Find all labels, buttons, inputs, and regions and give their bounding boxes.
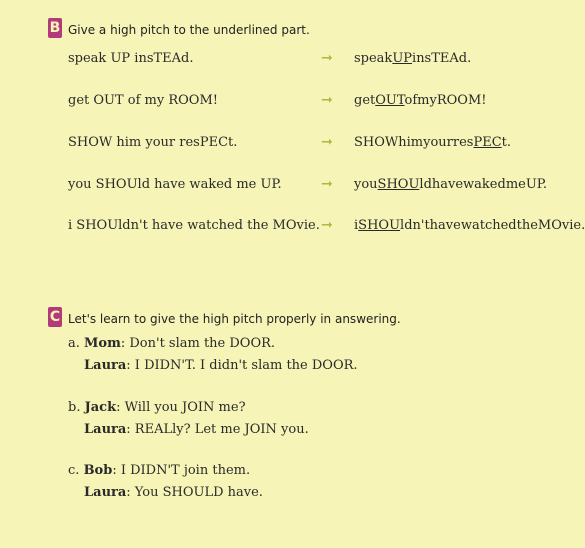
- dialog-line: [68, 400, 246, 415]
- exercise-row: [68, 51, 560, 69]
- arrow-icon: ➞: [321, 134, 333, 150]
- speaker-name: Laura: [84, 358, 127, 373]
- exercise-row: [68, 217, 585, 236]
- answer-after: ldhavewakedmeUP.: [419, 177, 548, 192]
- exercise-row: [68, 135, 560, 153]
- answer-before: get: [354, 93, 376, 108]
- dialog-line: [84, 422, 309, 437]
- speaker-name: Laura: [84, 485, 127, 500]
- dialog-line: [68, 336, 275, 351]
- section-c-letter: C: [49, 309, 61, 325]
- answer-underlined: PEC: [473, 135, 502, 150]
- answer-sentence: [354, 177, 547, 192]
- exercise-row: [68, 93, 560, 111]
- speaker-name: Bob: [83, 463, 113, 478]
- dialog-prefix: c.: [68, 463, 80, 478]
- arrow-icon: ➞: [321, 217, 333, 233]
- arrow-icon: ➞: [321, 176, 333, 192]
- dialog-line: [68, 463, 250, 478]
- original-sentence: i SHOUldn't have watched the MOvie.: [68, 218, 320, 233]
- dialog-text: : I DIDN'T join them.: [112, 463, 251, 478]
- answer-before: i: [354, 218, 359, 233]
- arrow-icon: ➞: [321, 92, 333, 108]
- original-sentence: speak UP insTEAd.: [68, 51, 194, 66]
- dialog-line: [84, 358, 358, 373]
- dialog-text: : REALly? Let me JOIN you.: [126, 422, 309, 437]
- arrow-icon: ➞: [321, 50, 333, 66]
- dialog-prefix: b.: [68, 400, 81, 415]
- speaker-name: Jack: [84, 400, 117, 415]
- dialog-text: : Don't slam the DOOR.: [120, 336, 276, 351]
- original-sentence: SHOW him your resPECt.: [68, 135, 238, 150]
- answer-after: t.: [501, 135, 512, 150]
- answer-sentence: [354, 93, 486, 108]
- answer-before: you: [354, 177, 378, 192]
- speaker-name: Laura: [84, 422, 127, 437]
- original-sentence: you SHOUld have waked me UP.: [68, 177, 282, 192]
- answer-underlined: OUT: [375, 93, 405, 108]
- dialog-text: : I DIDN'T. I didn't slam the DOOR.: [126, 358, 358, 373]
- dialog-text: : Will you JOIN me?: [116, 400, 246, 415]
- answer-before: SHOWhimyourres: [354, 135, 474, 150]
- exercise-row: [68, 177, 560, 195]
- section-b-letter: B: [49, 20, 61, 36]
- dialog-text: : You SHOULD have.: [126, 485, 263, 500]
- answer-sentence: [354, 51, 471, 66]
- section-c-title: Let's learn to give the high pitch properly in answering.: [68, 312, 401, 326]
- speaker-name: Mom: [84, 336, 121, 351]
- answer-underlined: SHOU: [358, 218, 401, 233]
- section-b-title: Give a high pitch to the underlined part.: [68, 23, 310, 37]
- answer-after: insTEAd.: [412, 51, 472, 66]
- dialog-prefix: a.: [68, 336, 80, 351]
- answer-before: speak: [354, 51, 393, 66]
- original-sentence: get OUT of my ROOM!: [68, 93, 219, 108]
- answer-after: ofmyROOM!: [404, 93, 487, 108]
- answer-sentence: [354, 218, 585, 233]
- answer-underlined: SHOU: [377, 177, 420, 192]
- dialog-line: [84, 485, 263, 500]
- answer-after: ldn'thavewatchedtheMOvie.: [400, 218, 585, 233]
- answer-underlined: UP: [392, 51, 413, 66]
- answer-sentence: [354, 135, 511, 150]
